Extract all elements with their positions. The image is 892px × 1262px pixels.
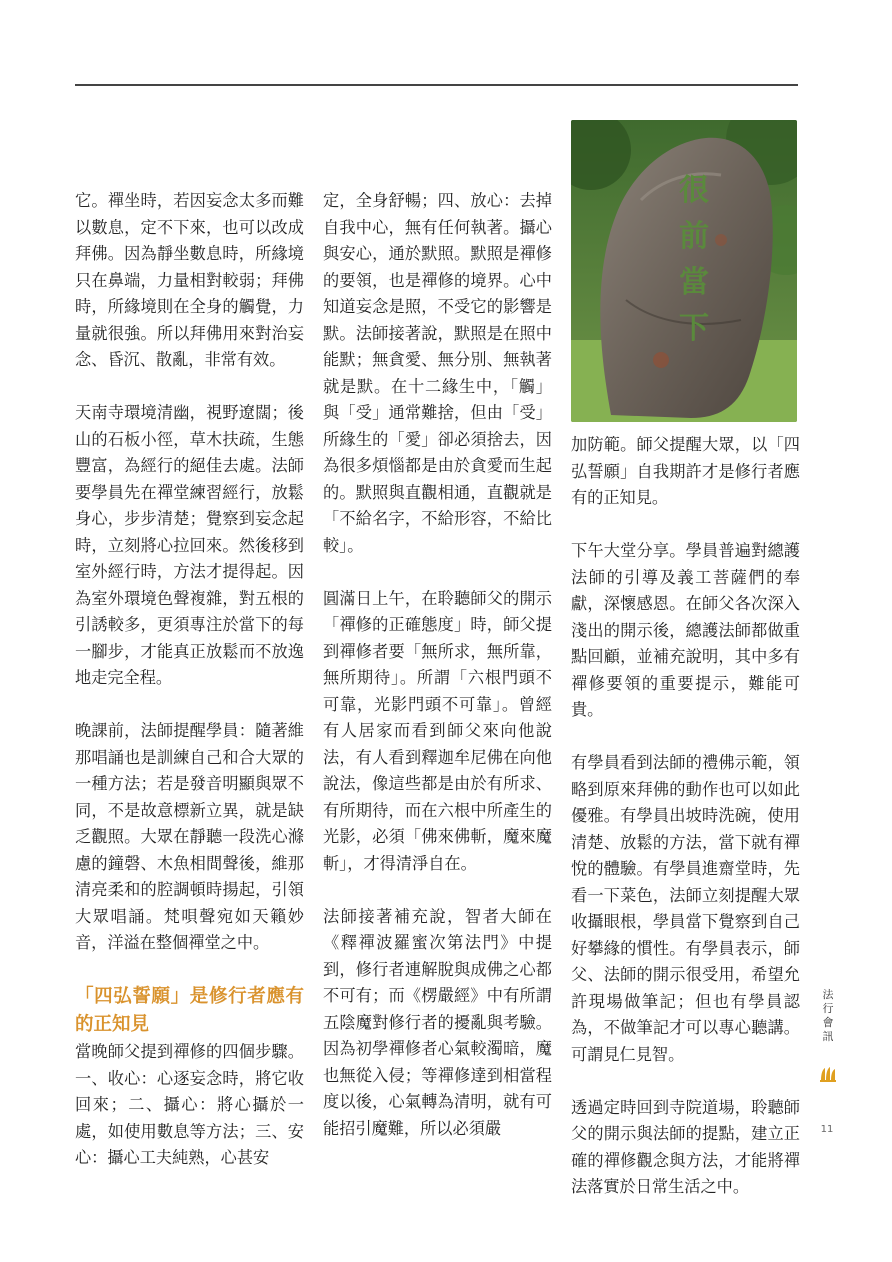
title-char: 行 [822, 1002, 834, 1015]
paragraph: 透過定時回到寺院道場，聆聽師父的開示與法師的提點，建立正確的禪修觀念與方法，才能將禪法落實於日常生活之中。 [571, 1097, 800, 1196]
page-number: 11 [820, 1124, 834, 1135]
magazine-title-vertical [818, 988, 838, 1044]
title-char: 訊 [822, 1030, 834, 1043]
column-2 [323, 188, 552, 1142]
paragraph: 法師接著補充說，智者大師在《釋禪波羅蜜次第法門》中提到，修行者連解脫與成佛之心都不可有；而《楞嚴經》中有所謂五陰魔對修行者的擾亂與考驗。因為初學禪修者心氣較濁暗，魔也無從入侵；等禪修達到相當程度以後，心氣轉為清明，就有可能招引魔難，所以必須嚴 [323, 906, 552, 1138]
carved-stone-photo [571, 120, 797, 422]
column-3 [571, 432, 800, 1201]
column-1 [75, 188, 304, 1172]
paragraph: 當晚師父提到禪修的四個步驟。一、收心：心逐妄念時，將它收回來；二、攝心：將心攝於一處，如使用數息等方法；三、安心：攝心工夫純熟，心甚安 [75, 1042, 304, 1167]
paragraph: 晚課前，法師提醒學員：隨著維那唱誦也是訓練自己和合大眾的一種方法；若是發音明顯與眾不同，不是故意標新立異，就是缺乏觀照。大眾在靜聽一段洗心滌慮的鐘磬、木魚相間聲後，維那清亮柔和的腔調頓時揚起，引領大眾唱誦。梵唄聲宛如天籟妙音，洋溢在整個禪堂之中。 [75, 721, 304, 952]
paragraph: 天南寺環境清幽，視野遼闊；後山的石板小徑，草木扶疏，生態豐富，為經行的絕佳去處。法師要學員先在禪堂練習經行，放鬆身心，步步清楚；覺察到妄念起時，立刻將心拉回來。然後移到室外經行時，方法才提得起。因為室外環境色聲複雜，對五根的引誘較多，更須專注於當下的每一腳步，才能真正放鬆而不放逸地走完全程。 [75, 403, 304, 687]
carved-character: 前 [679, 219, 709, 254]
paragraph: 有學員看到法師的禮佛示範，領略到原來拜佛的動作也可以如此優雅。有學員出坡時洗碗，使用清楚、放鬆的方法，當下就有禪悅的體驗。有學員進齋堂時，先看一下菜色，法師立刻提醒大眾收攝眼根，學員當下覺察到自己好攀緣的慣性。有學員表示，師父、法師的開示很受用，希望允許現場做筆記；但也有學員認為，不做筆記才可以專心聽講。可謂見仁見智。 [571, 753, 800, 1064]
title-char: 會 [822, 1016, 834, 1029]
paragraph: 加防範。師父提醒大眾，以「四弘誓願」自我期許才是修行者應有的正知見。 [571, 435, 800, 507]
paragraph: 下午大堂分享。學員普遍對總護法師的引導及義工菩薩們的奉獻，深懷感恩。在師父各次深入淺出的開示後，總護法師都做重點回顧，並補充說明，其中多有禪修要領的重要提示，難能可貴。 [571, 541, 800, 719]
paragraph: 定，全身舒暢；四、放心：去掉自我中心，無有任何執著。攝心與安心，通於默照。默照是禪修的要領，也是禪修的境界。心中知道妄念是照，不受它的影響是默。法師接著說，默照是在照中能默；無貪愛、無分別、無執著就是默。在十二緣生中，「觸」與「受」通常難捨，但由「受」所緣生的「愛」卻必須捨去，因為很多煩惱都是由於貪愛而生起的。默照與直觀相通，直觀就是「不給名字，不給形容，不給比較」。 [323, 191, 552, 555]
carved-character: 當 [679, 265, 709, 300]
title-char: 法 [822, 988, 834, 1001]
paragraph: 圓滿日上午，在聆聽師父的開示「禪修的正確態度」時，師父提到禪修者要「無所求，無所靠，無所期待」。所謂「六根門頭不可靠，光影門頭不可靠」。曾經有人居家而看到師父來向他說法，有人看到釋迦牟尼佛在向他說法，像這些都是由於有所求、有所期待，而在六根中所產生的光影，必須「佛來佛斬，魔來魔斬」，才得清淨自在。 [323, 588, 552, 873]
magazine-logo-icon [818, 1064, 838, 1084]
section-heading: 「四弘誓願」是修行者應有的正知見 [75, 986, 304, 1035]
carved-character: 下 [679, 311, 709, 346]
header-rule [75, 84, 798, 86]
paragraph: 它。禪坐時，若因妄念太多而難以數息，定不下來，也可以改成拜佛。因為靜坐數息時，所緣境只在鼻端，力量相對較弱；拜佛時，所緣境則在全身的觸覺，力量就很強。所以拜佛用來對治妄念、昏沉、散亂，非常有效。 [75, 191, 304, 369]
carved-character: 很 [679, 173, 709, 208]
